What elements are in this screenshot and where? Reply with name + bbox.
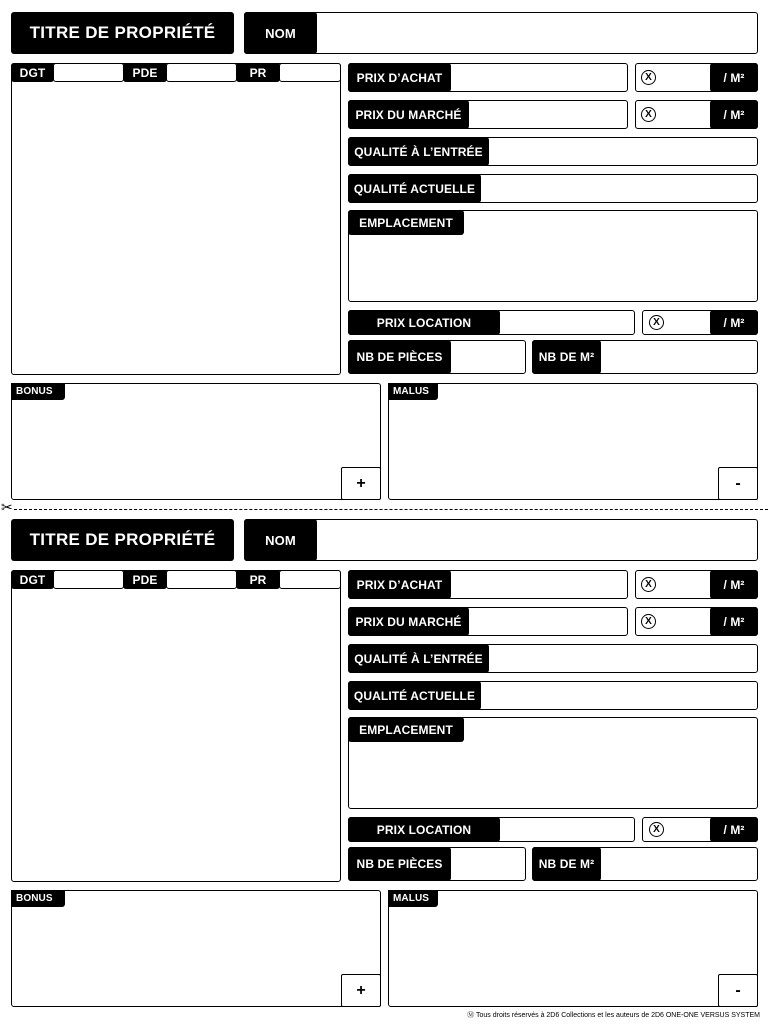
bonus-label: BONUS: [11, 383, 65, 400]
plus-button[interactable]: +: [341, 467, 381, 500]
multiply-icon: X: [641, 107, 656, 122]
plus-button[interactable]: +: [341, 974, 381, 1007]
copyright-footer: Ⓜ Tous droits réservés à 2D6 Collections et les auteurs de 2D6 ONE-ONE VERSUS SYSTEM: [467, 1012, 760, 1019]
multiply-icon: X: [641, 577, 656, 592]
nb-pieces-label: NB DE PIÈCES: [348, 847, 451, 881]
dgt-field[interactable]: [53, 570, 124, 589]
multiply-icon: X: [641, 614, 656, 629]
minus-button[interactable]: -: [718, 974, 758, 1007]
per-m2-label: / M²: [710, 570, 758, 599]
property-card-2: [0, 507, 768, 1007]
scissors-icon: ✂: [1, 499, 13, 515]
emplacement-label: EMPLACEMENT: [348, 717, 464, 742]
multiply-icon: X: [649, 822, 664, 837]
dgt-field[interactable]: [53, 63, 124, 82]
prix-achat-label: PRIX D’ACHAT: [348, 570, 451, 599]
nom-field[interactable]: [244, 12, 758, 54]
pde-label: PDE: [123, 570, 167, 589]
nb-m2-label: NB DE M²: [532, 847, 601, 881]
pr-field[interactable]: [279, 570, 341, 589]
pr-field[interactable]: [279, 63, 341, 82]
card-title: TITRE DE PROPRIÉTÉ: [11, 12, 234, 54]
prix-location-label: PRIX LOCATION: [348, 817, 500, 842]
per-m2-label: / M²: [710, 63, 758, 92]
dgt-label: DGT: [11, 63, 54, 82]
pr-label: PR: [236, 570, 280, 589]
card-title: TITRE DE PROPRIÉTÉ: [11, 519, 234, 561]
nb-pieces-label: NB DE PIÈCES: [348, 340, 451, 374]
nom-field[interactable]: [244, 519, 758, 561]
malus-label: MALUS: [388, 890, 438, 907]
dgt-label: DGT: [11, 570, 54, 589]
per-m2-label: / M²: [710, 607, 758, 636]
bonus-box[interactable]: [11, 890, 381, 1007]
pde-field[interactable]: [166, 63, 237, 82]
pde-label: PDE: [123, 63, 167, 82]
image-area[interactable]: [11, 570, 341, 882]
bonus-box[interactable]: [11, 383, 381, 500]
nom-label: NOM: [244, 12, 317, 54]
emplacement-label: EMPLACEMENT: [348, 210, 464, 235]
prix-achat-label: PRIX D’ACHAT: [348, 63, 451, 92]
pde-field[interactable]: [166, 570, 237, 589]
qualite-entree-label: QUALITÉ À L’ENTRÉE: [348, 644, 489, 673]
qualite-entree-label: QUALITÉ À L’ENTRÉE: [348, 137, 489, 166]
prix-marche-label: PRIX DU MARCHÉ: [348, 100, 469, 129]
pr-label: PR: [236, 63, 280, 82]
multiply-icon: X: [641, 70, 656, 85]
multiply-icon: X: [649, 315, 664, 330]
prix-location-label: PRIX LOCATION: [348, 310, 500, 335]
property-card-1: [0, 0, 768, 500]
qualite-actuelle-label: QUALITÉ ACTUELLE: [348, 174, 481, 203]
minus-button[interactable]: -: [718, 467, 758, 500]
per-m2-label: / M²: [710, 310, 758, 335]
image-area[interactable]: [11, 63, 341, 375]
malus-box[interactable]: [388, 890, 758, 1007]
per-m2-label: / M²: [710, 817, 758, 842]
prix-marche-label: PRIX DU MARCHÉ: [348, 607, 469, 636]
nb-m2-label: NB DE M²: [532, 340, 601, 374]
nom-label: NOM: [244, 519, 317, 561]
qualite-actuelle-label: QUALITÉ ACTUELLE: [348, 681, 481, 710]
malus-box[interactable]: [388, 383, 758, 500]
per-m2-label: / M²: [710, 100, 758, 129]
malus-label: MALUS: [388, 383, 438, 400]
bonus-label: BONUS: [11, 890, 65, 907]
